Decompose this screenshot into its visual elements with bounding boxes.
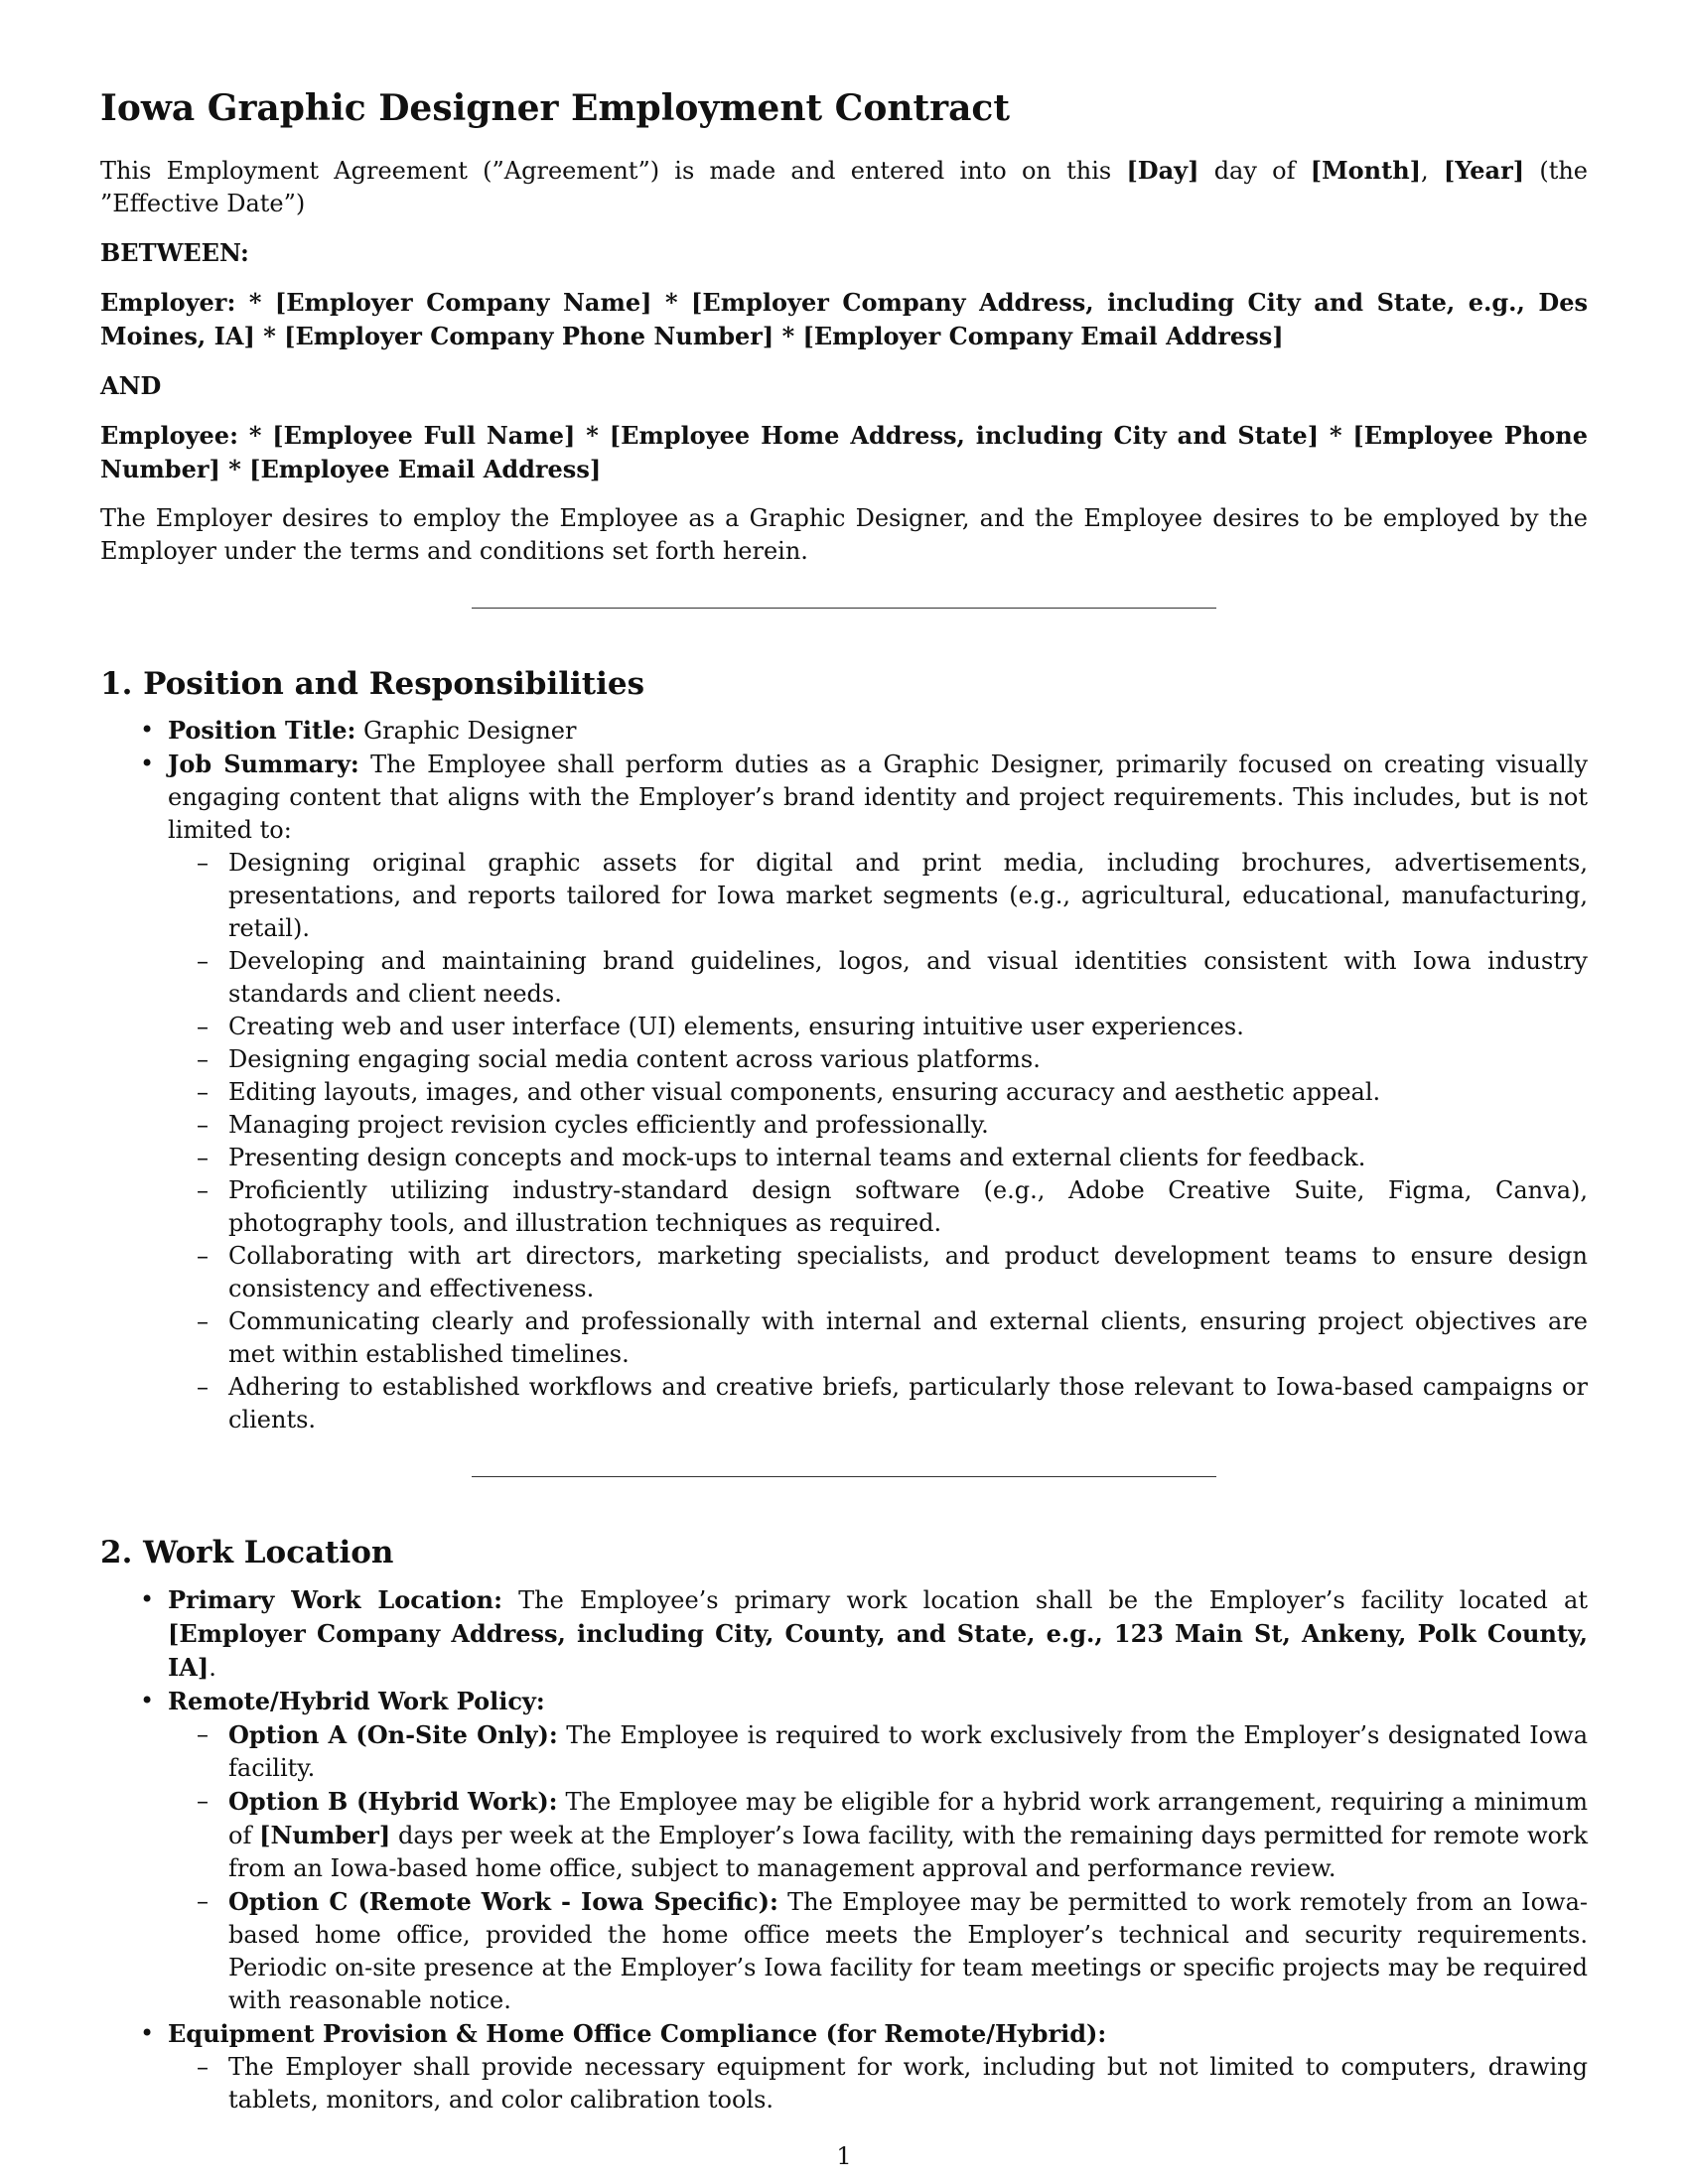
duty-item: – Developing and maintaining brand guidelines, logos, and visual identities consistent with Iowa industry standards and client needs. bbox=[228, 945, 1588, 1011]
year-placeholder: [Year] bbox=[1443, 156, 1525, 186]
section-divider bbox=[472, 1476, 1216, 1477]
list-item bbox=[168, 1583, 1588, 1685]
intro-paragraph bbox=[100, 154, 1588, 220]
page-number: 1 bbox=[836, 2142, 852, 2170]
duties-list bbox=[168, 847, 1588, 1436]
duty-item: – Proficiently utilizing industry-standard design software (e.g., Adobe Creative Suite, Figma, Canva), photography tools, and illustration techniques as required. bbox=[228, 1174, 1588, 1240]
equipment-label: Equipment Provision & Home Office Compliance (for Remote/Hybrid): bbox=[168, 2018, 1107, 2048]
intro-text-1: This Employment Agreement (”Agreement”) is made and entered into on this bbox=[100, 157, 1127, 186]
duty-item: – Presenting design concepts and mock-ups to internal teams and external clients for feedback. bbox=[228, 1142, 1588, 1174]
section-1-list bbox=[100, 714, 1588, 1436]
primary-location-address: [Employer Company Address, including City, County, and State, e.g., 123 Main St, Ankeny, Polk County, IA] bbox=[168, 1618, 1588, 1682]
intro-text-3: , bbox=[1421, 157, 1444, 186]
duty-item: – Creating web and user interface (UI) elements, ensuring intuitive user experiences. bbox=[228, 1011, 1588, 1043]
and-label: AND bbox=[100, 371, 162, 401]
duty-item: – Designing original graphic assets for digital and print media, including brochures, advertisements, presentations, and reports tailored for Iowa market segments (e.g., agricultural, educational, manufacturing, retail). bbox=[228, 847, 1588, 945]
remote-policy-label: Remote/Hybrid Work Policy: bbox=[168, 1686, 545, 1715]
month-placeholder: [Month] bbox=[1310, 156, 1422, 186]
number-placeholder: [Number] bbox=[259, 1820, 391, 1849]
position-title-label: Position Title: bbox=[168, 716, 356, 746]
option-b-text-2: days per week at the Employer’s Iowa facility, with the remaining days permitted for remote work from an Iowa-based home office, subject to management approval and performance review. bbox=[228, 1821, 1589, 1882]
duty-item: – Managing project revision cycles efficiently and professionally. bbox=[228, 1109, 1588, 1142]
section-1-heading: 1. Position and Responsibilities bbox=[100, 666, 645, 703]
option-c-label: Option C (Remote Work - Iowa Specific): bbox=[228, 1886, 778, 1916]
job-summary-label: Job Summary: bbox=[168, 750, 359, 779]
equipment-list bbox=[168, 2051, 1588, 2116]
duty-item: – Collaborating with art directors, marketing specialists, and product development teams to ensure design consistency and effectiveness. bbox=[228, 1240, 1588, 1305]
option-b-label: Option B (Hybrid Work): bbox=[228, 1786, 558, 1816]
option-c bbox=[228, 1885, 1588, 2017]
primary-location-text: The Employee’s primary work location shall be the Employer’s facility located at bbox=[501, 1585, 1588, 1614]
list-item bbox=[168, 1685, 1588, 2017]
recital-paragraph: The Employer desires to employ the Employee as a Graphic Designer, and the Employee desires to be employed by the Employer under the terms and conditions set forth herein. bbox=[100, 504, 1588, 566]
option-c-text: The Employee may be permitted to work remotely from an Iowa-based home office, provided the home office meets the Employer’s technical and security requirements. Periodic on-site presence at the Employer’s Iowa facility for team meetings or specific projects may be required with reasonable notice. bbox=[228, 1887, 1588, 2014]
employee-label: Employee: bbox=[100, 421, 238, 451]
document-title: Iowa Graphic Designer Employment Contract bbox=[100, 87, 1010, 129]
section-2-heading: 2. Work Location bbox=[100, 1535, 394, 1571]
list-item bbox=[168, 2017, 1588, 2116]
remote-options-list bbox=[168, 1718, 1588, 2017]
option-b bbox=[228, 1785, 1588, 1885]
section-2-list bbox=[100, 1583, 1588, 2116]
employer-label: Employer: bbox=[100, 288, 236, 318]
intro-text-2: day of bbox=[1198, 157, 1311, 186]
list-item bbox=[168, 748, 1588, 1436]
option-a-text: The Employee is required to work exclusively from the Employer’s designated Iowa facility. bbox=[228, 1720, 1588, 1782]
employer-block bbox=[100, 286, 1588, 353]
employer-details: * [Employer Company Name] * [Employer Company Address, including City and State, e.g., Des Moines, IA] * [Employer Company Phone Number] * [Employer Company Email Address] bbox=[100, 288, 1588, 351]
option-a-label: Option A (On-Site Only): bbox=[228, 1719, 558, 1749]
option-b-text-1: The Employee may be eligible for a hybrid work arrangement, requiring a minimum of bbox=[228, 1787, 1588, 1849]
list-item bbox=[168, 714, 1588, 748]
primary-location-end: . bbox=[209, 1653, 216, 1682]
duty-item: – Designing engaging social media content across various platforms. bbox=[228, 1043, 1588, 1076]
primary-location-label: Primary Work Location: bbox=[168, 1584, 502, 1614]
position-title-value: Graphic Designer bbox=[355, 717, 577, 746]
intro-text-4: (the ”Effective Date”) bbox=[100, 157, 1589, 218]
duty-item: – Adhering to established workflows and creative briefs, particularly those relevant to Iowa-based campaigns or clients. bbox=[228, 1371, 1588, 1436]
duty-item: – Communicating clearly and professionally with internal and external clients, ensuring project objectives are met within established timelines. bbox=[228, 1305, 1588, 1371]
job-summary-text: The Employee shall perform duties as a Graphic Designer, primarily focused on creating visually engaging content that aligns with the Employer’s brand identity and project requirements. This includes, but is not limited to: bbox=[168, 751, 1589, 845]
equipment-item: – The Employer shall provide necessary equipment for work, including but not limited to computers, drawing tablets, monitors, and color calibration tools. bbox=[228, 2051, 1588, 2116]
day-placeholder: [Day] bbox=[1126, 156, 1199, 186]
between-label: BETWEEN: bbox=[100, 238, 249, 268]
duty-item: – Editing layouts, images, and other visual components, ensuring accuracy and aesthetic appeal. bbox=[228, 1076, 1588, 1109]
section-divider bbox=[472, 608, 1216, 609]
option-a bbox=[228, 1718, 1588, 1785]
document-page bbox=[100, 87, 1588, 2116]
employee-block bbox=[100, 419, 1588, 486]
employee-details: * [Employee Full Name] * [Employee Home Address, including City and State] * [Employee Phone Number] * [Employee Email Address] bbox=[100, 421, 1588, 484]
